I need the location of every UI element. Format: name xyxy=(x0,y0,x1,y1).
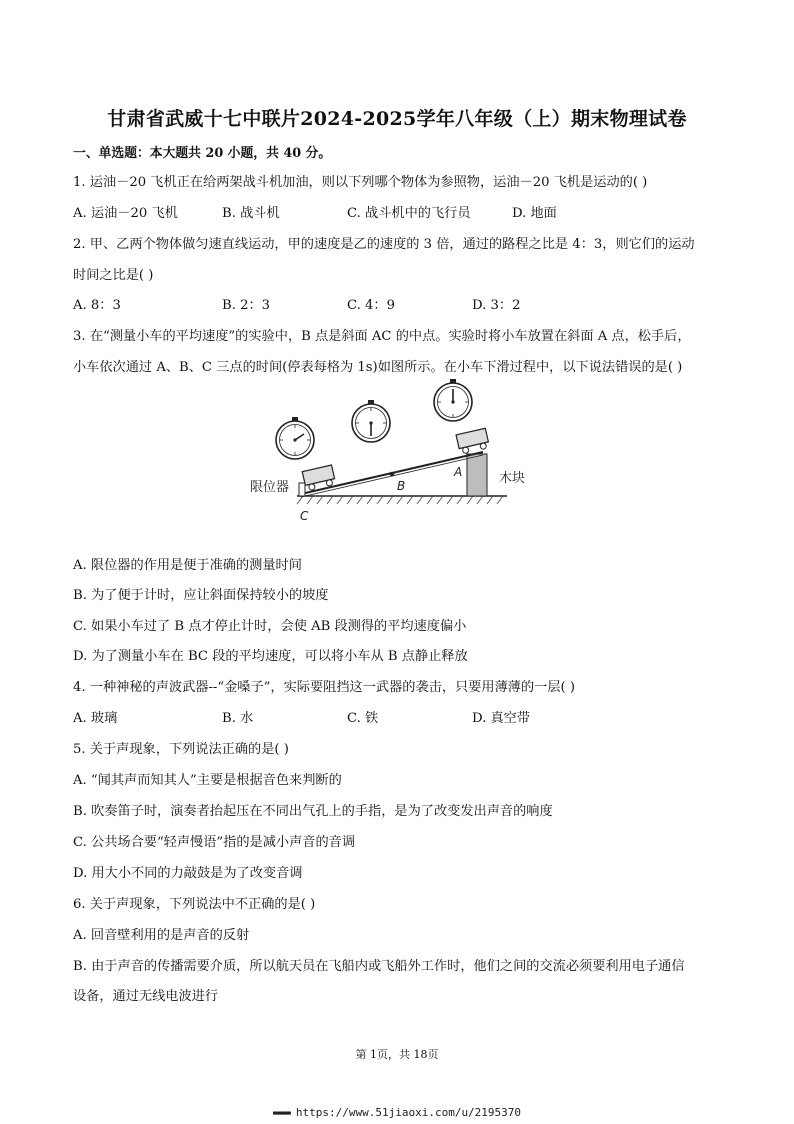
watermark-dots-icon: ▬▬▬ xyxy=(273,1106,290,1119)
question-2-stem-line1: 2. 甲、乙两个物体做匀速直线运动，甲的速度是乙的速度的 3 倍，通过的路程之比是 4：3，则它们的运动 xyxy=(73,237,695,252)
point-b-marker xyxy=(390,472,395,477)
question-4-option-a: A. 玻璃 xyxy=(73,711,118,726)
question-2-option-a: A. 8：3 xyxy=(73,298,121,313)
question-1-stem: 1. 运油－20 飞机正在给两架战斗机加油，则以下列哪个物体为参照物，运油－20 飞机是运动的( ) xyxy=(73,175,648,190)
label-point-c: C xyxy=(300,509,309,523)
question-3-stem-line1: 3. 在“测量小车的平均速度”的实验中，B 点是斜面 AC 的中点。实验时将小车放置在斜面 A 点，松手后， xyxy=(73,329,691,344)
stopwatch-a-icon xyxy=(434,379,472,421)
question-4-stem: 4. 一种神秘的声波武器--“金嗓子”，实际要阻挡这一武器的袭击，只要用薄薄的一层( ) xyxy=(73,680,576,695)
question-4-option-b: B. 水 xyxy=(222,711,254,726)
question-5-stem: 5. 关于声现象，下列说法正确的是( ) xyxy=(73,742,289,757)
label-limiter: 限位器 xyxy=(250,480,290,495)
question-2-stem-line2: 时间之比是( ) xyxy=(73,268,154,283)
watermark-url: https://www.51jiaoxi.com/u/2195370 xyxy=(295,1106,522,1119)
question-1-option-b: B. 战斗机 xyxy=(222,206,280,221)
question-2-option-c: C. 4：9 xyxy=(347,298,395,313)
page-number: 第 1页，共 18页 xyxy=(355,1048,439,1061)
label-point-b: B xyxy=(397,479,406,493)
question-5-option-b: B. 吹奏笛子时，演奏者抬起压在不同出气孔上的手指，是为了改变发出声音的响度 xyxy=(73,804,553,819)
question-3-option-d: D. 为了测量小车在 BC 段的平均速度，可以将小车从 B 点静止释放 xyxy=(73,649,468,664)
wood-block xyxy=(467,454,487,496)
question-6-option-b-line2: 设备，通过无线电波进行 xyxy=(73,989,219,1004)
section-heading: 一、单选题：本大题共 20 小题，共 40 分。 xyxy=(73,146,332,161)
label-block: 木块 xyxy=(499,471,526,486)
question-3-option-c: C. 如果小车过了 B 点才停止计时，会使 AB 段测得的平均速度偏小 xyxy=(73,619,467,634)
question-4-option-d: D. 真空带 xyxy=(472,711,531,726)
stopwatch-b-icon xyxy=(352,400,390,442)
question-6-option-b-line1: B. 由于声音的传播需要介质，所以航天员在飞船内或飞船外工作时，他们之间的交流必须要利用电子通信 xyxy=(73,959,685,974)
question-6-option-a: A. 回音壁利用的是声音的反射 xyxy=(73,928,250,943)
question-4-option-c: C. 铁 xyxy=(347,711,379,726)
question-5-option-c: C. 公共场合要“轻声慢语”指的是减小声音的音调 xyxy=(73,835,356,850)
cart-at-a xyxy=(456,428,490,454)
question-3-option-b: B. 为了便于计时，应让斜面保持较小的坡度 xyxy=(73,588,329,603)
label-point-a: A xyxy=(454,465,463,479)
question-1-option-c: C. 战斗机中的飞行员 xyxy=(347,206,471,221)
incline-experiment-figure xyxy=(245,378,545,528)
question-1-option-d: D. 地面 xyxy=(512,206,557,221)
question-6-stem: 6. 关于声现象，下列说法中不正确的是( ) xyxy=(73,897,316,912)
limiter xyxy=(299,483,305,496)
stopwatch-c-icon xyxy=(276,417,314,459)
question-3-option-a: A. 限位器的作用是便于准确的测量时间 xyxy=(73,558,302,573)
question-2-option-d: D. 3：2 xyxy=(472,298,521,313)
ground-hatching xyxy=(297,496,507,504)
question-5-option-d: D. 用大小不同的力敲鼓是为了改变音调 xyxy=(73,866,303,881)
question-1-option-a: A. 运油－20 飞机 xyxy=(73,206,178,221)
question-2-option-b: B. 2：3 xyxy=(222,298,271,313)
watermark xyxy=(273,1106,521,1119)
question-3-stem-line2: 小车依次通过 A、B、C 三点的时间(停表每格为 1s)如图所示。在小车下滑过程中，以下说法错误的是( ) xyxy=(73,360,683,375)
question-5-option-a: A. “闻其声而知其人”主要是根据音色来判断的 xyxy=(73,773,342,788)
page-title: 甘肃省武威十七中联片2024-2025学年八年级（上）期末物理试卷 xyxy=(107,108,687,130)
